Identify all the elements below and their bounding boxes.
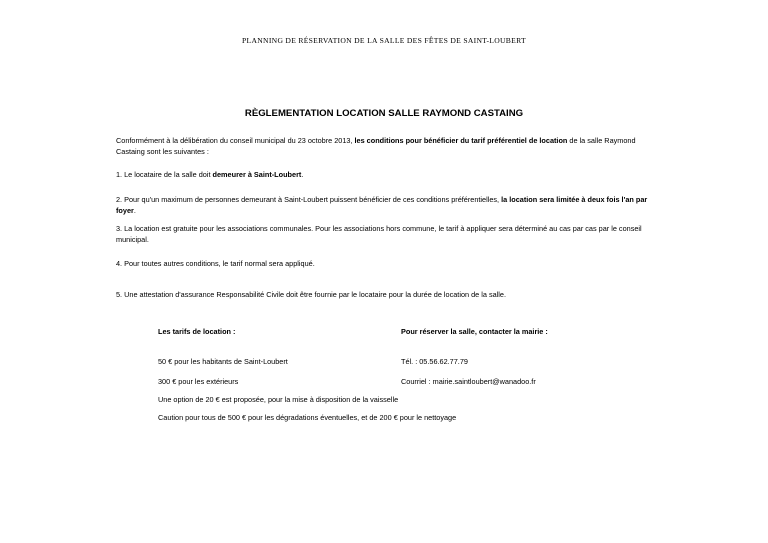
tarif-exterieurs: 300 € pour les extérieurs	[158, 377, 239, 386]
option-vaisselle: Une option de 20 € est proposée, pour la mise à disposition de la vaisselle	[158, 395, 399, 404]
contact-email: Courriel : mairie.saintloubert@wanadoo.fr	[401, 377, 536, 386]
caution-text: Caution pour tous de 500 € pour les dégradations éventuelles, et de 200 € pour le nettoyage	[158, 413, 457, 422]
rule-1-end: .	[301, 170, 304, 179]
intro-paragraph	[116, 136, 656, 157]
intro-text-start: Conformément à la délibération du conseil municipal du 23 octobre 2013,	[116, 136, 355, 145]
rule-3: 3. La location est gratuite pour les associations communales. Pour les associations hors commune, le tarif à appliquer sera déterminé au cas par cas par le conseil municipal.	[116, 224, 642, 244]
tarif-habitants: 50 € pour les habitants de Saint-Loubert	[158, 357, 288, 366]
rule-1	[116, 170, 656, 181]
tarifs-heading: Les tarifs de location :	[158, 327, 236, 336]
rule-2-end: .	[133, 205, 136, 215]
rule-5: 5. Une attestation d'assurance Responsabilité Civile doit être fournie par le locataire pour la durée de location de la salle.	[116, 290, 506, 299]
rule-4: 4. Pour toutes autres conditions, le tarif normal sera appliqué.	[116, 259, 315, 268]
rule-2	[116, 195, 656, 216]
rule-2-bold: la location sera limitée à deux fois l'an par foyer	[116, 195, 648, 215]
rule-1-text: 1. Le locataire de la salle doit	[116, 170, 213, 179]
contact-heading: Pour réserver la salle, contacter la mairie :	[401, 327, 548, 336]
document-title: RÈGLEMENTATION LOCATION SALLE RAYMOND CASTAING	[244, 108, 524, 119]
rule-2-text: 2. Pour qu'un maximum de personnes demeurant à Saint-Loubert puissent bénéficier de ces conditions préférentielles,	[116, 195, 502, 204]
rule-1-bold: demeurer à Saint-Loubert	[212, 170, 302, 179]
intro-text-bold: les conditions pour bénéficier du tarif préférentiel de location	[354, 136, 568, 145]
intro-text-end: de la salle Raymond Castaing sont les suivantes :	[116, 136, 636, 156]
contact-telephone: Tél. : 05.56.62.77.79	[401, 357, 468, 366]
page-header: PLANNING DE RÉSERVATION DE LA SALLE DES FÊTES DE SAINT-LOUBERT	[242, 36, 526, 45]
